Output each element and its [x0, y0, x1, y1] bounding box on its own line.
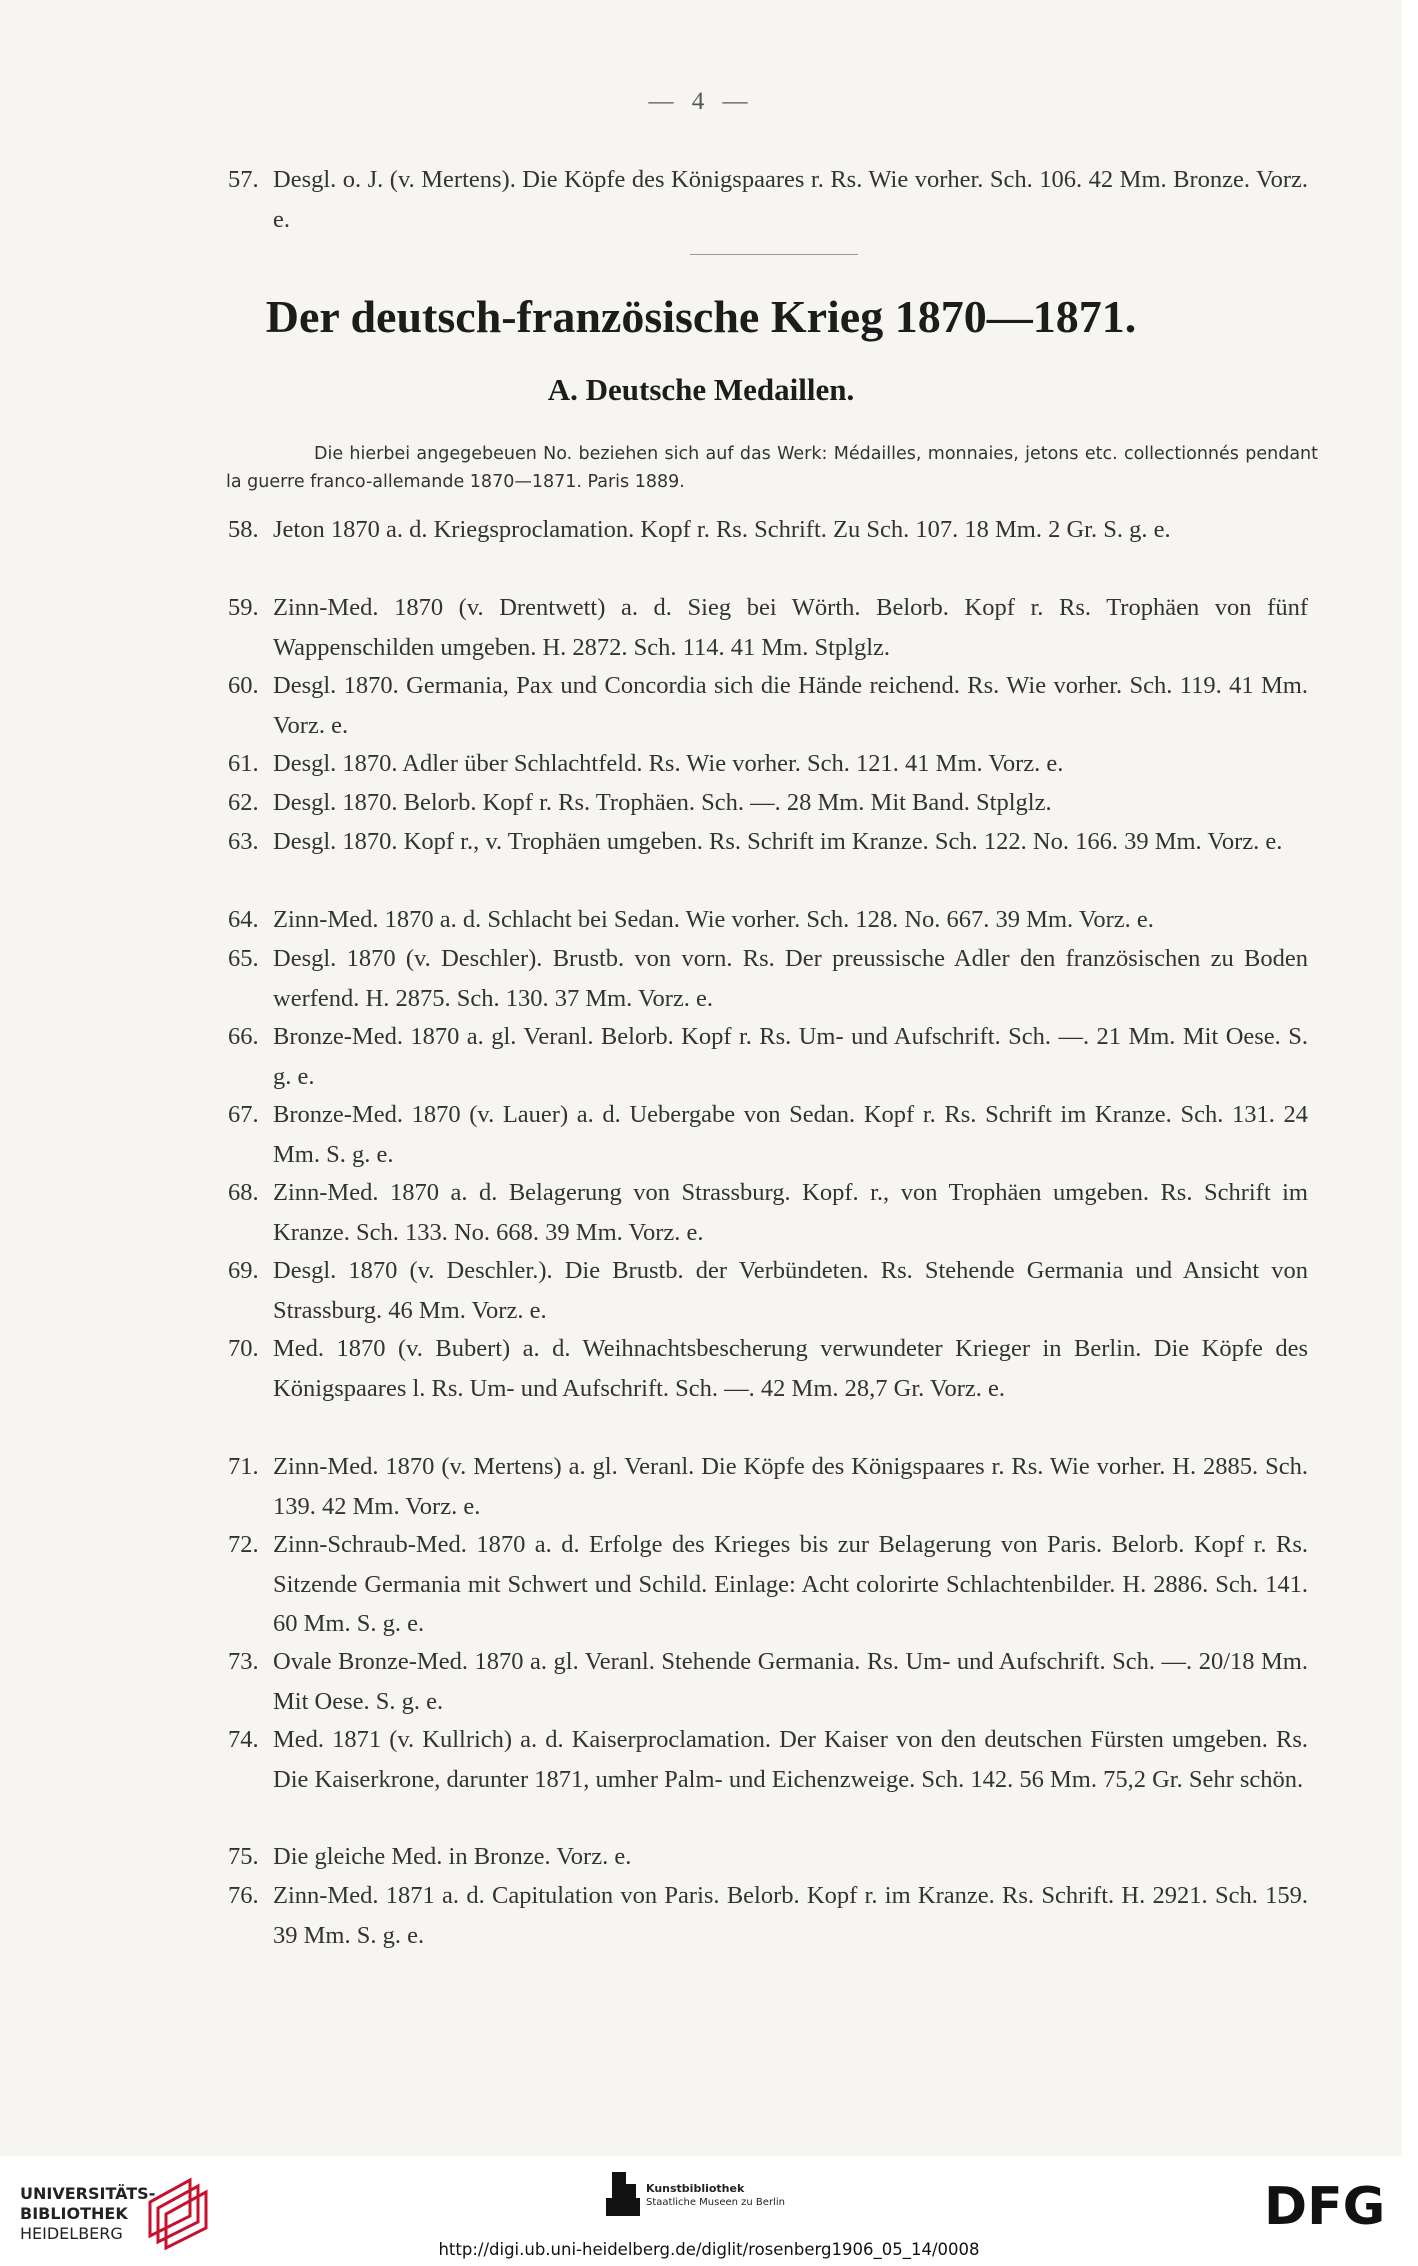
kunstbibliothek-name: Kunstbibliothek	[646, 2182, 745, 2195]
catalog-entry-72	[228, 1525, 1308, 1644]
entry-number: 58.	[228, 516, 259, 543]
entry-text: Ovale Bronze-Med. 1870 a. gl. Veranl. Stehende Germania. Rs. Um- und Aufschrift. Sch. —. 20/18 Mm. Mit Oese. S. g. e.	[273, 1648, 1308, 1715]
entry-text: Desgl. 1870 (v. Deschler). Brustb. von vorn. Rs. Der preussische Adler den französischen zu Boden werfend. H. 2875. Sch. 130. 37 Mm. Vorz. e.	[273, 945, 1308, 1012]
catalog-entry-60	[228, 666, 1308, 745]
library-line-1: UNIVERSITÄTS-	[20, 2184, 156, 2203]
library-name	[20, 2184, 155, 2244]
museum-emblem-icon	[604, 2170, 642, 2220]
kunstbibliothek-subtitle: Staatliche Museen zu Berlin	[646, 2197, 785, 2208]
intro-note: Die hierbei angegebeuen No. beziehen sich auf das Werk: Médailles, monnaies, jetons etc. collectionnés pendant la guerre franco-allemande 1870—1871. Paris 1889.	[226, 444, 1318, 492]
entry-text: Zinn-Schraub-Med. 1870 a. d. Erfolge des Krieges bis zur Belagerung von Paris. Belorb. Kopf r. Rs. Sitzende Germania mit Schwert und Schild. Einlage: Acht colorirte Schlachtenbilder. H. 2886. Sch. 141. 60 Mm. S. g. e.	[273, 1531, 1308, 1637]
chapter-title: Der deutsch-französische Krieg 1870—1871.	[265, 291, 1137, 342]
catalog-entry-76	[228, 1876, 1308, 1955]
entry-number: 76.	[228, 1882, 259, 1909]
catalog-entry-58	[228, 510, 1308, 550]
catalog-entry-68	[228, 1173, 1308, 1252]
entry-text: Zinn-Med. 1870 (v. Mertens) a. gl. Veranl. Die Köpfe des Königspaares r. Rs. Wie vorher. H. 2885. Sch. 139. 42 Mm. Vorz. e.	[273, 1453, 1308, 1520]
entry-number: 66.	[228, 1023, 259, 1050]
section-title: A. Deutsche Medaillen.	[547, 372, 855, 407]
entry-number: 69.	[228, 1257, 259, 1284]
section-divider	[690, 254, 858, 255]
catalog-entry-63	[228, 822, 1308, 862]
catalog-entry-74	[228, 1720, 1308, 1799]
catalog-entry-66	[228, 1017, 1308, 1096]
entry-text: Desgl. 1870. Kopf r., v. Trophäen umgeben. Rs. Schrift im Kranze. Sch. 122. No. 166. 39 Mm. Vorz. e.	[273, 828, 1283, 855]
kunstbibliothek-logo[interactable]	[604, 2170, 844, 2230]
entry-text: Desgl. o. J. (v. Mertens). Die Köpfe des Königspaares r. Rs. Wie vorher. Sch. 106. 42 Mm. Bronze. Vorz. e.	[273, 166, 1308, 233]
entry-text: Desgl. 1870. Adler über Schlachtfeld. Rs. Wie vorher. Sch. 121. 41 Mm. Vorz. e.	[273, 750, 1064, 777]
entry-number: 62.	[228, 789, 259, 816]
dfg-wordmark-text: DFG	[1264, 2177, 1386, 2232]
entry-number: 61.	[228, 750, 259, 777]
entry-text: Zinn-Med. 1870 a. d. Schlacht bei Sedan. Wie vorher. Sch. 128. No. 667. 39 Mm. Vorz. e.	[273, 906, 1154, 933]
entry-text: Med. 1870 (v. Bubert) a. d. Weihnachtsbescherung verwundeter Krieger in Berlin. Die Köpfe des Königspaares l. Rs. Um- und Aufschrift. Sch. —. 42 Mm. 28,7 Gr. Vorz. e.	[273, 1335, 1308, 1402]
entry-number: 57.	[228, 166, 259, 193]
entry-text: Zinn-Med. 1870 (v. Drentwett) a. d. Sieg bei Wörth. Belorb. Kopf r. Rs. Trophäen von fünf Wappenschilden umgeben. H. 2872. Sch. 114. 41 Mm. Stplglz.	[273, 594, 1308, 661]
entry-text: Die gleiche Med. in Bronze. Vorz. e.	[273, 1843, 632, 1870]
dfg-logo[interactable]	[1260, 2176, 1400, 2236]
entry-text: Zinn-Med. 1870 a. d. Belagerung von Strassburg. Kopf. r., von Trophäen umgeben. Rs. Schrift im Kranze. Sch. 133. No. 668. 39 Mm. Vorz. e.	[273, 1179, 1308, 1246]
entry-number: 60.	[228, 672, 259, 699]
entry-number: 65.	[228, 945, 259, 972]
entry-text: Bronze-Med. 1870 a. gl. Veranl. Belorb. Kopf r. Rs. Um- und Aufschrift. Sch. —. 21 Mm. Mit Oese. S. g. e.	[273, 1023, 1308, 1090]
catalog-entry-70	[228, 1329, 1308, 1408]
entry-number: 64.	[228, 906, 259, 933]
entry-text: Desgl. 1870. Belorb. Kopf r. Rs. Trophäen. Sch. —. 28 Mm. Mit Band. Stplglz.	[273, 789, 1052, 816]
entry-text: Zinn-Med. 1871 a. d. Capitulation von Paris. Belorb. Kopf r. im Kranze. Rs. Schrift. H. 2921. Sch. 159. 39 Mm. S. g. e.	[273, 1882, 1308, 1949]
catalog-entry-59	[228, 588, 1308, 667]
catalog-entry-64	[228, 900, 1308, 940]
permalink-url[interactable]: http://digi.ub.uni-heidelberg.de/diglit/rosenberg1906_05_14/0008	[438, 2240, 980, 2259]
catalog-entry-61	[228, 744, 1308, 784]
entry-text: Desgl. 1870. Germania, Pax und Concordia sich die Hände reichend. Rs. Wie vorher. Sch. 119. 41 Mm. Vorz. e.	[273, 672, 1308, 739]
entry-number: 73.	[228, 1648, 259, 1675]
entry-text: Desgl. 1870 (v. Deschler.). Die Brustb. der Verbündeten. Rs. Stehende Germania und Ansicht von Strassburg. 46 Mm. Vorz. e.	[273, 1257, 1308, 1324]
footer-bar	[0, 2156, 1418, 2266]
dfg-wordmark-icon	[1260, 2176, 1400, 2232]
catalog-entry-62	[228, 783, 1308, 823]
catalog-entry-67	[228, 1095, 1308, 1174]
entry-number: 68.	[228, 1179, 259, 1206]
catalog-entry-57	[228, 160, 1308, 239]
library-line-3: HEIDELBERG	[20, 2224, 123, 2243]
entry-number: 59.	[228, 594, 259, 621]
entry-number: 71.	[228, 1453, 259, 1480]
entry-number: 74.	[228, 1726, 259, 1753]
page-number: — 4 —	[648, 88, 754, 115]
entry-number: 70.	[228, 1335, 259, 1362]
entry-text: Bronze-Med. 1870 (v. Lauer) a. d. Uebergabe von Sedan. Kopf r. Rs. Schrift im Kranze. Sch. 131. 24 Mm. S. g. e.	[273, 1101, 1308, 1168]
catalog-entry-71	[228, 1447, 1308, 1526]
entry-text: Med. 1871 (v. Kullrich) a. d. Kaiserproclamation. Der Kaiser von den deutschen Fürsten umgeben. Rs. Die Kaiserkrone, darunter 1871, umher Palm- und Eichenzweige. Sch. 142. 56 Mm. 75,2 Gr. Sehr schön.	[273, 1726, 1308, 1793]
entry-number: 67.	[228, 1101, 259, 1128]
catalog-entry-73	[228, 1642, 1308, 1721]
catalog-entry-69	[228, 1251, 1308, 1330]
catalog-entry-65	[228, 939, 1308, 1018]
library-line-2: BIBLIOTHEK	[20, 2204, 128, 2223]
catalog-entry-75	[228, 1837, 1308, 1877]
entry-number: 75.	[228, 1843, 259, 1870]
entry-number: 63.	[228, 828, 259, 855]
entry-number: 72.	[228, 1531, 259, 1558]
entry-text: Jeton 1870 a. d. Kriegsproclamation. Kopf r. Rs. Schrift. Zu Sch. 107. 18 Mm. 2 Gr. S. g. e.	[273, 516, 1171, 543]
